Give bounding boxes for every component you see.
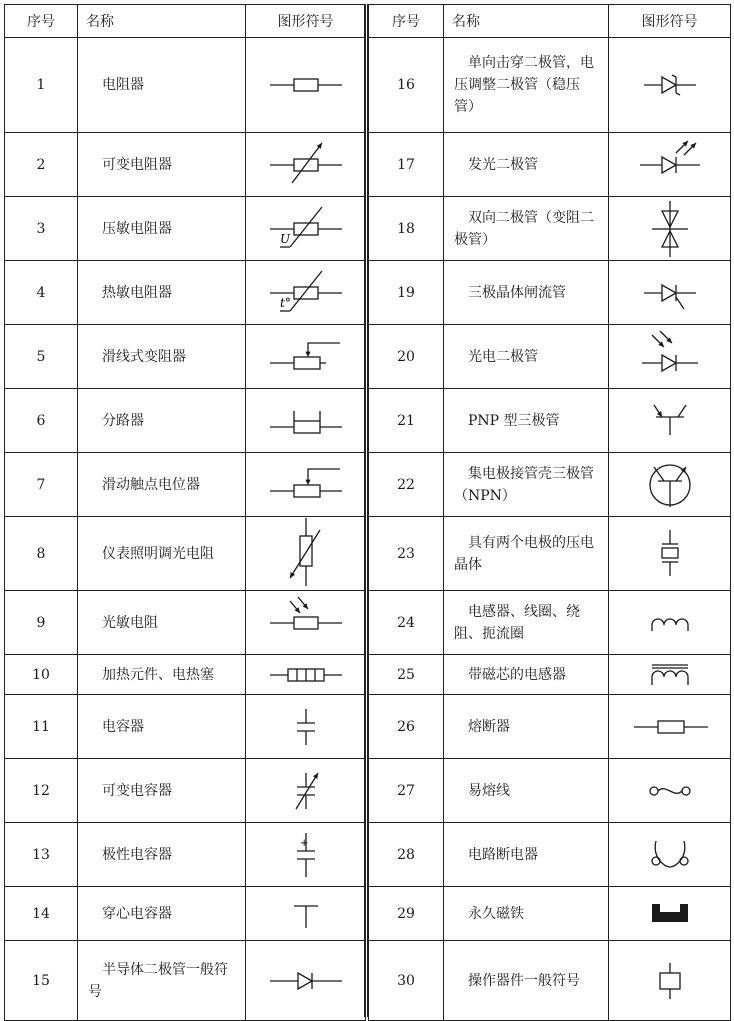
row-symbol — [246, 38, 366, 133]
table-row — [369, 453, 731, 517]
row-name — [444, 133, 609, 197]
table-row — [5, 591, 366, 655]
table-row — [369, 325, 731, 389]
zener-diode-icon — [633, 45, 707, 125]
row-number: 19 — [369, 261, 444, 325]
row-name — [78, 655, 246, 695]
row-name-text: 滑线式变阻器 — [102, 348, 186, 365]
table-row — [5, 325, 366, 389]
row-number: 11 — [5, 695, 78, 759]
varistor-icon — [269, 199, 343, 259]
polarized-capacitor-icon — [269, 825, 343, 885]
symbol-label: + — [299, 837, 308, 849]
row-symbol — [609, 133, 731, 197]
inductor-icon — [633, 593, 707, 653]
operating-device-icon — [633, 943, 707, 1019]
row-name-text: 永久磁铁 — [468, 905, 524, 922]
table-row — [5, 941, 366, 1021]
row-number: 8 — [5, 517, 78, 591]
row-number: 12 — [5, 759, 78, 823]
row-name-text: 压敏电阻器 — [102, 220, 172, 237]
row-symbol — [246, 591, 366, 655]
row-name-text: 热敏电阻器 — [102, 284, 172, 301]
table-row — [5, 261, 366, 325]
row-name — [444, 389, 609, 453]
row-symbol — [246, 261, 366, 325]
row-symbol — [609, 197, 731, 261]
row-number: 30 — [369, 941, 444, 1021]
header-row — [369, 5, 731, 38]
row-name — [444, 695, 609, 759]
table-row — [5, 655, 366, 695]
table-row — [369, 261, 731, 325]
row-number: 26 — [369, 695, 444, 759]
dimmer-resistor-icon — [269, 519, 343, 589]
bidirectional-diode-icon — [633, 199, 707, 259]
row-number: 18 — [369, 197, 444, 261]
core-inductor-icon — [633, 657, 707, 693]
row-symbol — [246, 453, 366, 517]
table-row — [369, 695, 731, 759]
header-no: 序号 — [369, 5, 444, 38]
row-name — [78, 389, 246, 453]
row-number: 21 — [369, 389, 444, 453]
row-name — [78, 261, 246, 325]
row-name-text: 可变电阻器 — [102, 156, 172, 173]
row-name-text: 可变电容器 — [102, 782, 172, 799]
pnp-transistor-icon — [633, 391, 707, 451]
header-symbol: 图形符号 — [609, 5, 731, 38]
npn-transistor-icon — [633, 455, 707, 515]
row-number: 7 — [5, 453, 78, 517]
row-name — [444, 38, 609, 133]
table-row — [5, 38, 366, 133]
table-row — [369, 197, 731, 261]
row-name — [78, 591, 246, 655]
row-symbol — [609, 261, 731, 325]
header-row — [5, 5, 366, 38]
row-symbol — [246, 197, 366, 261]
row-number: 9 — [5, 591, 78, 655]
row-symbol — [246, 941, 366, 1021]
circuit-breaker-icon — [633, 825, 707, 885]
row-number: 13 — [5, 823, 78, 887]
row-number: 16 — [369, 38, 444, 133]
row-name-text: PNP 型三极管 — [468, 412, 560, 429]
resistor-icon — [269, 45, 343, 125]
row-name — [444, 655, 609, 695]
photodiode-icon — [633, 327, 707, 387]
row-symbol — [246, 517, 366, 591]
row-name — [444, 325, 609, 389]
row-name — [444, 759, 609, 823]
shunt-icon — [269, 391, 343, 451]
row-number: 1 — [5, 38, 78, 133]
table-row — [5, 695, 366, 759]
led-icon — [633, 135, 707, 195]
row-symbol — [246, 823, 366, 887]
row-symbol — [609, 517, 731, 591]
row-symbol — [246, 133, 366, 197]
row-name-text: 集电极接管壳三极管（NPN） — [454, 465, 594, 504]
table-row — [5, 759, 366, 823]
row-number: 29 — [369, 887, 444, 941]
thyristor-icon — [633, 263, 707, 323]
row-number: 5 — [5, 325, 78, 389]
row-number: 4 — [5, 261, 78, 325]
table-row — [369, 38, 731, 133]
capacitor-icon — [269, 697, 343, 757]
row-name-text: 半导体二极管一般符号 — [88, 961, 228, 1000]
row-name — [78, 38, 246, 133]
row-number: 17 — [369, 133, 444, 197]
row-name — [78, 197, 246, 261]
table-row — [5, 887, 366, 941]
row-name-text: 电容器 — [102, 718, 144, 735]
row-symbol — [609, 38, 731, 133]
row-number: 3 — [5, 197, 78, 261]
row-symbol — [609, 695, 731, 759]
table-row — [5, 133, 366, 197]
table-row — [369, 941, 731, 1021]
row-symbol — [609, 325, 731, 389]
row-symbol — [246, 759, 366, 823]
header-name: 名称 — [444, 5, 609, 38]
table-row — [5, 517, 366, 591]
row-name — [78, 887, 246, 941]
row-name-text: 双向二极管（变阻二极管） — [454, 209, 594, 248]
row-name — [444, 591, 609, 655]
header-name: 名称 — [78, 5, 246, 38]
symbol-label: U — [279, 231, 290, 246]
row-name — [78, 133, 246, 197]
table-row — [369, 389, 731, 453]
row-name — [78, 759, 246, 823]
row-number: 22 — [369, 453, 444, 517]
row-name-text: 电阻器 — [102, 77, 144, 93]
row-symbol — [609, 655, 731, 695]
photoresistor-icon — [269, 593, 343, 653]
row-name — [444, 823, 609, 887]
row-number: 28 — [369, 823, 444, 887]
row-name — [444, 453, 609, 517]
row-symbol — [609, 389, 731, 453]
row-number: 10 — [5, 655, 78, 695]
symbol-label: t° — [279, 295, 291, 310]
table-row — [369, 133, 731, 197]
row-name-text: 穿心电容器 — [102, 905, 172, 922]
row-name-text: 滑动触点电位器 — [102, 476, 200, 493]
row-symbol — [246, 695, 366, 759]
row-number: 25 — [369, 655, 444, 695]
row-symbol — [246, 389, 366, 453]
row-symbol — [609, 887, 731, 941]
row-number: 20 — [369, 325, 444, 389]
row-symbol — [246, 325, 366, 389]
table-row — [369, 823, 731, 887]
row-name-text: 分路器 — [102, 412, 144, 429]
row-number: 2 — [5, 133, 78, 197]
row-name — [78, 823, 246, 887]
row-name-text: 易熔线 — [468, 782, 510, 799]
thermistor-icon — [269, 263, 343, 323]
row-name — [444, 887, 609, 941]
row-name-text: 带磁芯的电感器 — [468, 666, 566, 683]
table-row — [369, 759, 731, 823]
table-row — [369, 517, 731, 591]
row-name-text: 发光二极管 — [468, 156, 538, 173]
row-number: 27 — [369, 759, 444, 823]
row-name-text: 加热元件、电热塞 — [102, 666, 214, 683]
row-symbol — [609, 823, 731, 887]
row-name — [78, 453, 246, 517]
potentiometer-icon — [269, 455, 343, 515]
row-name — [78, 941, 246, 1021]
row-name — [444, 197, 609, 261]
row-name-text: 熔断器 — [468, 718, 510, 735]
row-name — [444, 941, 609, 1021]
table-row — [5, 453, 366, 517]
row-name-text: 极性电容器 — [102, 846, 172, 863]
row-name-text: 光电二极管 — [468, 348, 538, 365]
symbol-table-right — [368, 4, 731, 1021]
row-symbol — [609, 453, 731, 517]
row-symbol — [609, 941, 731, 1021]
permanent-magnet-icon — [633, 889, 707, 939]
row-number: 14 — [5, 887, 78, 941]
row-name-text: 电感器、线圈、绕阻、扼流圈 — [454, 603, 580, 642]
row-number: 6 — [5, 389, 78, 453]
piezo-crystal-icon — [633, 519, 707, 589]
row-name — [444, 261, 609, 325]
row-number: 24 — [369, 591, 444, 655]
diode-icon — [269, 943, 343, 1019]
row-name — [78, 695, 246, 759]
variable-resistor-icon — [269, 135, 343, 195]
row-name-text: 操作器件一般符号 — [468, 972, 580, 989]
row-symbol — [246, 655, 366, 695]
table-row — [5, 197, 366, 261]
row-name — [444, 517, 609, 591]
variable-capacitor-icon — [269, 761, 343, 821]
row-symbol — [246, 887, 366, 941]
table-row — [369, 655, 731, 695]
table-row — [5, 389, 366, 453]
heating-element-icon — [269, 657, 343, 693]
fusible-link-icon — [633, 761, 707, 821]
header-symbol: 图形符号 — [246, 5, 366, 38]
row-name-text: 光敏电阻 — [102, 614, 158, 631]
row-name-text: 仪表照明调光电阻 — [102, 545, 214, 562]
header-no: 序号 — [5, 5, 78, 38]
row-name — [78, 517, 246, 591]
symbol-table-left — [4, 4, 366, 1021]
fuse-icon — [633, 697, 707, 757]
row-number: 23 — [369, 517, 444, 591]
slide-rheostat-icon — [269, 327, 343, 387]
row-name-text: 三极晶体闸流管 — [468, 284, 566, 301]
table-row — [369, 887, 731, 941]
row-number: 15 — [5, 941, 78, 1021]
row-name-text: 具有两个电极的压电晶体 — [454, 534, 594, 573]
row-symbol — [609, 591, 731, 655]
row-name — [78, 325, 246, 389]
table-row — [369, 591, 731, 655]
row-name-text: 单向击穿二极管，电压调整二极管（稳压管） — [454, 55, 594, 115]
feedthrough-capacitor-icon — [269, 889, 343, 939]
row-symbol — [609, 759, 731, 823]
row-name-text: 电路断电器 — [468, 846, 538, 863]
table-row — [5, 823, 366, 887]
